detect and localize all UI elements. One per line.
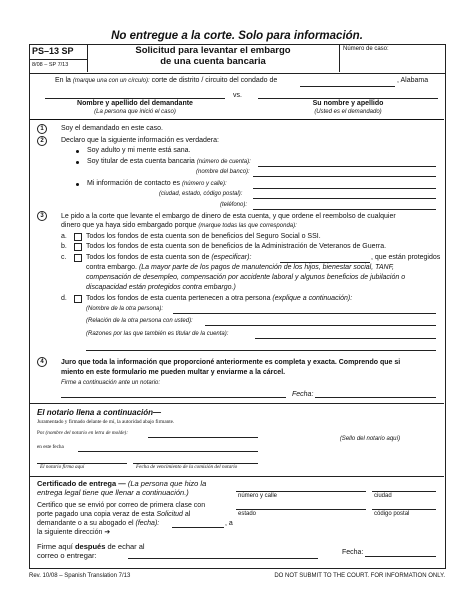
section-4-icon: 4	[37, 357, 47, 367]
s4-sign-hint: Firme a continuación ante un notario:	[61, 380, 161, 386]
arrow-right-icon: ➔	[104, 529, 111, 536]
delivery-sign-2: correo o entregar:	[37, 551, 97, 560]
vs-label: vs.	[233, 92, 242, 99]
s3-a-letter: a.	[61, 233, 67, 240]
s3-c3: compensación de desempleo, compensación por accidente laboral y algunos beneficios de jubilación o	[86, 274, 406, 281]
notary-by: Por (nombre del notario en letra de molde):	[37, 430, 129, 436]
bank-hint: (nombre del banco):	[196, 169, 250, 175]
case-number-label: Número de caso:	[343, 46, 389, 52]
street-label: número y calle	[238, 493, 278, 499]
notary-on: en este fecha	[37, 444, 64, 450]
notary-seal: (Sello del notario aquí)	[339, 436, 401, 442]
form-title-2: de una cuenta bancaria	[160, 56, 266, 67]
s3-b-text: Todos los fondos de esta cuenta son de beneficios de la Administración de Veteranos de Guerra.	[86, 243, 387, 250]
section-2-icon: 2	[37, 136, 47, 146]
state-label-2: estado	[238, 511, 257, 517]
s2-b3: Mi información de contacto es (número y calle):	[87, 180, 227, 187]
section-1-icon: 1	[37, 124, 47, 134]
defendant-label: Su nombre y apellido	[312, 100, 384, 107]
notary-sig-label: El notario firma aquí	[40, 464, 85, 470]
form-id: PS–13 SP	[32, 46, 74, 56]
court-line: En la (marque una con un círculo): corte de distrito / circuito del condado de	[55, 77, 278, 84]
form-title-1: Solicitud para levantar el embargo	[135, 45, 291, 56]
plaintiff-sub: (La persona que inició el caso)	[94, 109, 176, 115]
city-hint: (ciudad, estado, código postal):	[159, 191, 243, 197]
s3-text1: Le pido a la corte que levante el embargo de dinero de esta cuenta, y que ordene el reembolso de cualquier	[61, 213, 396, 220]
s3-d-letter: d.	[61, 295, 67, 302]
s2-b1: Soy adulto y mi mente está sana.	[87, 147, 191, 154]
delivery-title: Certificado de entrega — (La persona que hizo la	[37, 479, 207, 488]
section-3-icon: 3	[37, 211, 47, 221]
delivery-date-label: Fecha:	[342, 549, 364, 556]
s3-c2: contra embargo. (La mayor parte de los pagos de manutención de los hijos, bienestar social, TANF,	[86, 264, 394, 271]
section-2-text: Declaro que la siguiente información es verdadera:	[61, 137, 219, 144]
s3-d-text: Todos los fondos de esta cuenta pertenecen a otra persona (explique a continuación):	[86, 295, 353, 302]
s3-b-letter: b.	[61, 243, 67, 250]
city-label: ciudad	[374, 493, 392, 499]
s3-c-tail: , que están protegidos	[371, 254, 441, 261]
s4-text1: Juro que toda la información que proporcioné anteriormente es completa y exacta. Comprendo que si	[61, 359, 401, 366]
d-name-hint: (Nombre de la otra persona):	[86, 306, 164, 312]
zip-label: código postal	[374, 511, 410, 517]
d-reason-hint: (Razones por las que también es titular de la cuenta):	[86, 331, 229, 337]
s3-c4: discapacidad están protegidos contra embargo.)	[86, 284, 236, 291]
delivery-p2: porte pagado una copia veraz de esta Solicitud al	[37, 511, 191, 518]
s4-text2: miento en este formulario me pueden multar y enviarme a la cárcel.	[61, 369, 286, 376]
notary-sworn: Juramentado y firmado delante de mí, la autoridad abajo firmante.	[37, 419, 175, 425]
case-number-field[interactable]	[341, 55, 442, 70]
banner: No entregue a la corte. Solo para información.	[111, 30, 363, 42]
d-rel-hint: (Relación de la otra persona con usted):	[86, 318, 193, 324]
delivery-p3-tail: , a	[225, 520, 233, 527]
s3-a-text: Todos los fondos de esta cuenta son de beneficios del Seguro Social o SSI.	[86, 233, 321, 240]
notary-title: El notario llena a continuación—	[37, 408, 162, 417]
s2-b2: Soy titular de esta cuenta bancaria (número de cuenta):	[87, 158, 251, 165]
delivery-sign-1: Firme aquí después de echar al	[37, 542, 145, 551]
footer-right: DO NOT SUBMIT TO THE COURT. FOR INFORMATION ONLY.	[274, 573, 445, 579]
s3-text2: dinero que ya haya sido embargado porque (marque todas las que corresponda):	[61, 222, 297, 229]
plaintiff-label: Nombre y apellido del demandante	[77, 100, 193, 107]
state-label: , Alabama	[397, 77, 429, 84]
phone-hint: (teléfono):	[220, 202, 248, 208]
delivery-p1: Certifico que se envió por correo de primera clase con	[37, 502, 206, 509]
defendant-sub: (Usted es el demandado)	[314, 109, 382, 115]
s4-date-label: Fecha:	[292, 391, 314, 398]
delivery-title-2: entrega legal tiene que llenar a continuación.)	[37, 488, 189, 497]
footer-left: Rev. 10/08 – Spanish Translation 7/13	[29, 573, 131, 579]
form-date: 8/08 – SP 7/13	[32, 62, 69, 68]
section-1-text: Soy el demandado en este caso.	[61, 125, 163, 132]
s3-c-text: Todos los fondos de esta cuenta son de (especificar):	[86, 254, 252, 261]
s3-c-letter: c.	[61, 254, 67, 261]
delivery-p3: demandante o a su abogado el (fecha):	[37, 520, 160, 527]
form-body-frame	[29, 72, 446, 569]
delivery-p4: la siguiente dirección ➔	[37, 529, 111, 536]
notary-exp-label: Fecha de vencimiento de la comisión del notario	[136, 464, 238, 470]
